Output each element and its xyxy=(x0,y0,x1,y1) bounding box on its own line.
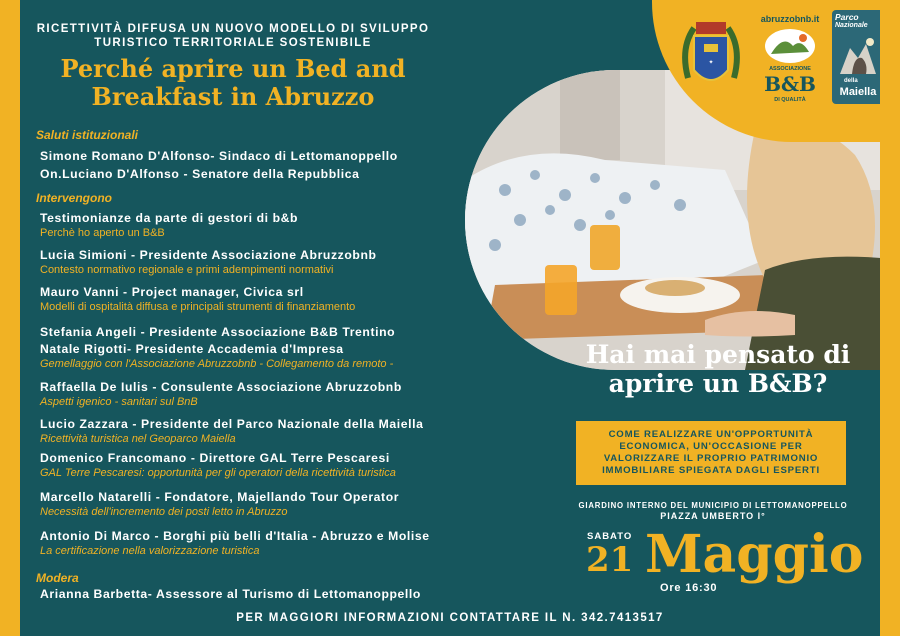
speaker-item xyxy=(40,451,520,480)
saluti-item: On.Luciano D'Alfonso - Senatore della Repubblica xyxy=(40,167,360,181)
promo-line: IMMOBILIARE SPIEGATA DAGLI ESPERTI xyxy=(602,465,820,476)
speaker-name: Testimonianze da parte di gestori di b&b xyxy=(40,211,299,225)
speaker-topic: GAL Terre Pescaresi: opportunità per gli operatori della ricettività turistica xyxy=(40,467,396,479)
speaker-topic: La certificazione nella valorizzazione turistica xyxy=(40,545,260,557)
event-month: Maggio xyxy=(645,524,864,585)
speaker-topic: Aspetti igenico - sanitari sul BnB xyxy=(40,396,198,408)
speaker-name: Mauro Vanni - Project manager, Civica srl xyxy=(40,285,304,299)
question-line-1: Hai mai pensato di xyxy=(585,340,851,369)
saluti-list xyxy=(40,149,520,182)
subtitle-line-2: TURISTICO TERRITORIALE SOSTENIBILE xyxy=(94,37,372,49)
left-accent-bar xyxy=(0,0,20,636)
speaker-name: Antonio Di Marco - Borghi più belli d'Italia - Abruzzo e Molise xyxy=(40,529,430,543)
speaker-item xyxy=(40,285,520,314)
saluti-item: Simone Romano D'Alfonso- Sindaco di Lettomanoppello xyxy=(40,149,398,163)
speaker-item xyxy=(40,325,520,371)
event-time: Ore 16:30 xyxy=(660,582,718,594)
question-line-2: aprire un B&B? xyxy=(608,369,828,398)
event-day-name: SABATO xyxy=(587,531,633,542)
event-title xyxy=(28,55,438,111)
municipality-crest-logo xyxy=(680,18,742,109)
speaker-item xyxy=(40,417,520,446)
promo-line: ECONOMICA, UN'OCCASIONE PER xyxy=(619,441,803,452)
header-subtitle xyxy=(28,22,438,50)
title-line-2: Breakfast in Abruzzo xyxy=(91,82,375,111)
venue-square: PIAZZA UMBERTO I° xyxy=(660,511,766,521)
speaker-name: Raffaella De Iulis - Consulente Associazione Abruzzobnb xyxy=(40,380,402,394)
footer-contact: PER MAGGIORI INFORMAZIONI CONTATTARE IL N. 342.7413517 xyxy=(236,612,664,624)
section-saluti: Saluti istituzionali xyxy=(36,128,139,142)
speaker-name: Natale Rigotti- Presidente Accademia d'Impresa xyxy=(40,342,344,356)
promo-question xyxy=(548,340,888,398)
promo-line: VALORIZZARE IL PROPRIO PATRIMONIO xyxy=(603,453,819,464)
event-venue xyxy=(548,500,878,522)
speaker-topic: Necessità dell'incremento dei posti letto in Abruzzo xyxy=(40,506,288,518)
speaker-name: Lucio Zazzara - Presidente del Parco Nazionale della Maiella xyxy=(40,417,424,431)
parco-maiella-logo: Parco Nazionale della Maiella xyxy=(832,10,884,104)
subtitle-line-1: RICETTIVITÀ DIFFUSA UN NUOVO MODELLO DI SVILUPPO xyxy=(36,23,430,35)
speaker-topic: Perchè ho aperto un B&B xyxy=(40,227,165,239)
speaker-name: Marcello Natarelli - Fondatore, Majellando Tour Operator xyxy=(40,490,400,504)
speaker-item xyxy=(40,490,520,519)
promo-line: COME REALIZZARE UN'OPPORTUNITÀ xyxy=(608,429,814,440)
speaker-topic: Gemellaggio con l'Associazione Abruzzobnb - Collegamento da remoto - xyxy=(40,358,394,370)
svg-text:✦: ✦ xyxy=(708,59,714,66)
moderator xyxy=(40,587,520,602)
abruzzobnb-logo: abruzzobnb.it ASSOCIAZIONE B&B DI QUALITÀ xyxy=(760,14,820,103)
venue-name: GIARDINO INTERNO DEL MUNICIPIO DI LETTOMANOPPELLO xyxy=(578,501,848,510)
speaker-name: Stefania Angeli - Presidente Associazione B&B Trentino xyxy=(40,325,396,339)
speaker-name: Lucia Simioni - Presidente Associazione Abruzzobnb xyxy=(40,248,377,262)
speaker-item xyxy=(40,529,520,558)
speaker-topic: Contesto normativo regionale e primi adempimenti normativi xyxy=(40,264,334,276)
right-accent-bar xyxy=(880,0,900,636)
title-line-1: Perché aprire un Bed and xyxy=(60,54,406,83)
promo-box xyxy=(576,421,846,485)
moderator-name: Arianna Barbetta- Assessore al Turismo di Lettomanoppello xyxy=(40,587,421,601)
speaker-topic: Ricettività turistica nel Geoparco Maiella xyxy=(40,433,236,445)
speaker-item xyxy=(40,211,520,240)
speaker-topic: Modelli di ospitalità diffusa e principali strumenti di finanziamento xyxy=(40,301,356,313)
event-day-number: 21 xyxy=(586,540,634,580)
speaker-name: Domenico Francomano - Direttore GAL Terre Pescaresi xyxy=(40,451,390,465)
section-modera: Modera xyxy=(36,571,79,585)
speaker-item xyxy=(40,248,520,277)
speaker-item xyxy=(40,380,520,409)
section-intervengono: Intervengono xyxy=(36,191,113,205)
